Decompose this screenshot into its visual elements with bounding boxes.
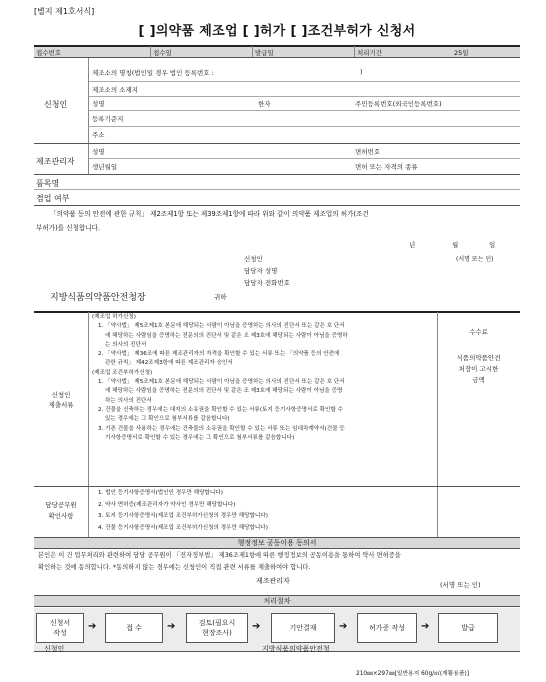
product-label: 품목명 [36, 179, 60, 188]
fee-desc-3: 금액 [472, 376, 485, 384]
applicant-section-label: 신청인 [44, 100, 68, 109]
form-title: [ ]의약품 제조업 [ ]허가 [ ]조건부허가 신청서 [138, 24, 416, 39]
license-no-label: 면허번호 [355, 148, 381, 156]
issue-date-label: 발급일 [255, 49, 274, 57]
factory-name-close: ) [360, 68, 363, 76]
contact-phone-label: 담당자 전화번호 [244, 279, 291, 287]
arrow-4: ➔ [339, 621, 348, 632]
date-month: 월 [452, 241, 459, 249]
docs-label-2: 제출서류 [48, 401, 74, 409]
fee-label: 수수료 [469, 328, 488, 336]
hanja-label: 한자 [258, 100, 271, 108]
step-review: 검토(필요시 현장조사) [186, 613, 248, 643]
form-number: [별지 제1호서식] [34, 7, 95, 16]
contact-name-label: 담당자 성명 [244, 267, 278, 275]
arrow-3: ➔ [252, 621, 261, 632]
signer-sign-note: (서명 또는 인) [456, 256, 494, 263]
paper-spec: 210㎜×297㎜[일반용지 60g/㎡(재활용품)] [356, 671, 470, 677]
check-label-1: 담당공무원 [45, 501, 77, 509]
license-type-label: 면허 또는 자격의 종류 [355, 163, 418, 171]
statement-line1: 「의약품 등의 안전에 관한 규칙」 제2조제1항 또는 제39조제1항에 따라 위와 같이 의약품 제조업의 허가(조건 [50, 210, 369, 218]
arrow-2: ➔ [167, 621, 176, 632]
manager-name-label: 성명 [92, 148, 105, 156]
procedure-bottom-left: 신청인 [44, 645, 65, 653]
consent-sign-note: (서명 또는 인) [440, 581, 481, 589]
docs-label-1: 신청인 [51, 391, 71, 399]
consent-title: 행정정보 공동이용 동의서 [34, 537, 520, 549]
signer-applicant: 신청인 [244, 255, 263, 263]
step-application: 신청서 작성 [36, 613, 84, 643]
arrow-5: ➔ [421, 621, 430, 632]
statement-line2: 부허가)를 신청합니다. [36, 224, 101, 232]
check-label-2: 확인사항 [48, 512, 74, 520]
check-list: 1. 법인 등기사항증명서(법인인 경우만 해당합니다) 2. 약사 면허증(제조관리자가 약사인 경우만 해당합니다) 3. 토지 등기사항증명서(제조업 조건부허가신청의 경우만 해당합니다) 4. 건물 등기사항증명서(제조업 조건부허가신청의 경우만 해당합니다) [98, 490, 268, 531]
rrn-label: 주민등록번호(외국인등록번호) [355, 100, 442, 108]
fee-desc-1: 식품의약품안전 [456, 354, 501, 362]
step-approval: 기안결재 [271, 613, 335, 643]
recipient-name: 지방식품의약품안전청장 [50, 293, 146, 303]
manager-section-label: 제조관리자 [36, 157, 75, 166]
consent-manager: 제조관리자 [256, 577, 290, 585]
fee-desc-2: 처장이 고시한 [458, 365, 499, 373]
step-issue: 발급 [438, 613, 498, 643]
procedure-title: 처리절차 [34, 595, 520, 607]
receipt-no-label: 접수번호 [36, 49, 62, 57]
period-label: 처리기간 [357, 49, 383, 57]
address-label: 주소 [92, 131, 105, 139]
receipt-row [34, 46, 520, 57]
date-year: 년 [409, 241, 416, 249]
procedure-bottom-right: 지방식품의약품안전청 [262, 645, 330, 653]
period-value: 25일 [454, 49, 469, 57]
consent-line1: 본인은 이 건 업무처리와 관련하여 담당 공무원이 「전자정부법」 제36조제1항에 따른 행정정보의 공동이용을 통하여 약사 면허증을 [38, 552, 401, 559]
arrow-1: ➔ [88, 621, 97, 632]
factory-address-label: 제조소의 소재지 [92, 86, 139, 94]
concurrent-label: 겸업 여부 [36, 194, 70, 203]
recipient-suffix: 귀하 [214, 293, 227, 301]
reg-standard-label: 등록기준지 [92, 115, 124, 123]
consent-line2: 확인하는 것에 동의합니다. *동의하지 않는 경우에는 신청인이 직접 관련 서류를 제출하여야 합니다. [38, 564, 311, 571]
docs-list: (제조업 허가신청) 1. 「약사법」 제5조제1호 본문에 해당되는 사람이 아님을 증명하는 의사의 진단서 또는 같은 호 단서 에 해당하는 사람임을 증명하는 전문의의 진단서 및 같은 조 제3호에 해당되는 사람이 아님을 증명하 는 의사의 진단서 2. 「약사법」 제36조에 따른 제조관리자의 자격을 확인할 수 있는 서류 또는 「의약품 등의 안전에 관한 규칙」 제42조제3항에 따른 제조관리자 승인서 (제조업 조건부허가신청) 1. 「약사법」 제5조제1호 본문에 해당되는 사람이 아님을 증명하는 의사의 진단서 또는 같은 호 단서 에 해당하는 사람임을 증명하는 전문의의 진단서 및 같은 조 제3호에 해당되는 사람이 아님을 증명 하는 의사의 진단서 2. 건물을 신축하는 경우에는 대지의 소유권을 확인할 수 있는 서류(토지 등기사항증명서로 확인할 수 있는 경우에는 그 확인으로 첨부서류를 갈음합니다) 3. 기존 건물을 사용하는 경우에는 건축물의 소유권을 확인할 수 있는 서류 또는 임대차계약서(건물 등 기사항증명서로 확인할 수 있는 경우에는 그 확인으로 첨부서류를 갈음합니다) [92, 314, 348, 441]
step-receipt: 접 수 [105, 613, 163, 643]
factory-name-label: 제조소의 명칭(법인일 경우 법인 등록번호 : [92, 69, 214, 77]
date-day: 일 [489, 241, 496, 249]
step-license-write: 허가증 작성 [357, 613, 417, 643]
applicant-name-label: 성명 [92, 100, 105, 108]
receipt-date-label: 접수일 [153, 49, 172, 57]
birth-label: 생년월일 [92, 163, 118, 171]
